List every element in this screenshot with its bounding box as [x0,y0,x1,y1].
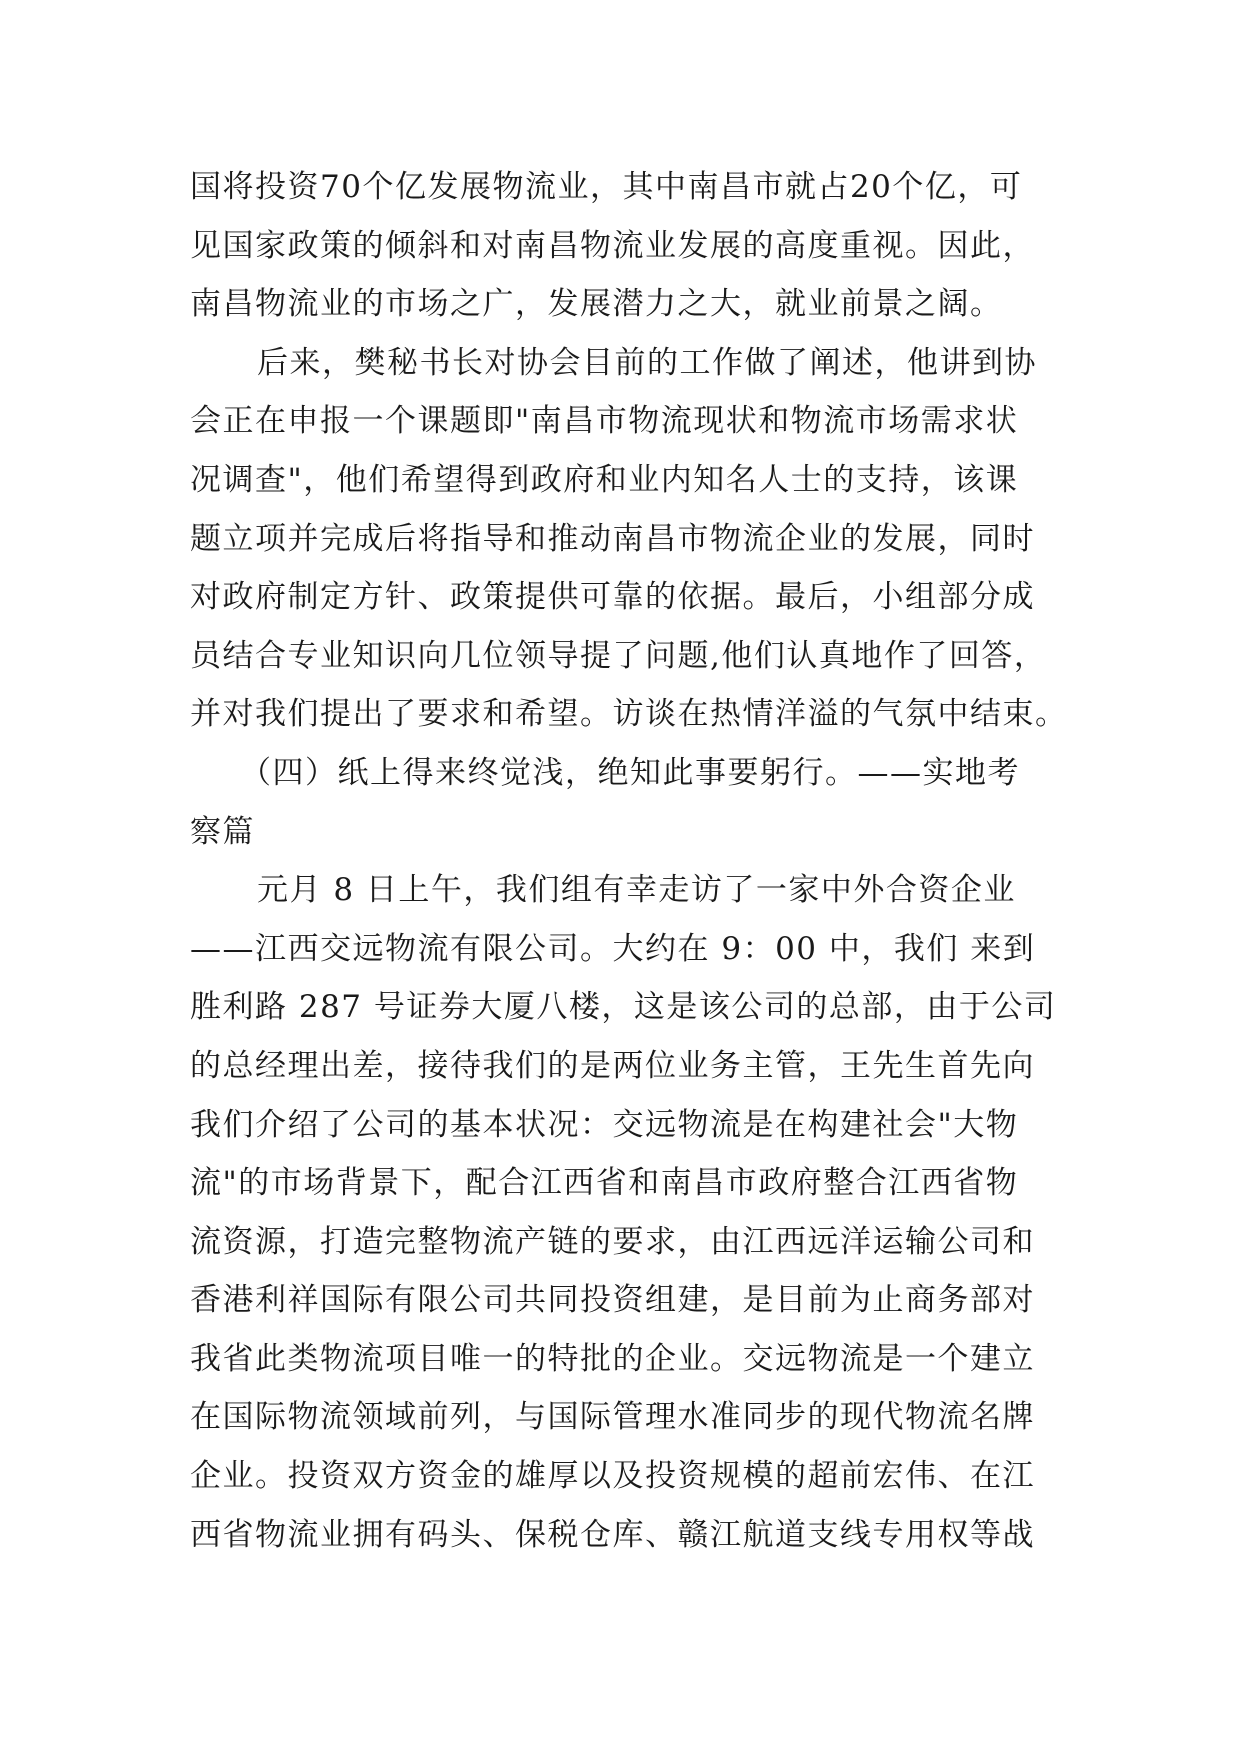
text-line: 我省此类物流项目唯一的特批的企业。交远物流是一个建立 [190,1340,1035,1377]
text-line: 我们介绍了公司的基本状况：交远物流是在构建社会"大物 [190,1106,1019,1143]
text-line: 会正在申报一个课题即"南昌市物流现状和物流市场需求状 [190,403,1019,440]
section-heading-continued: 察篇 [190,813,255,850]
text-line: 香港利祥国际有限公司共同投资组建，是目前为止商务部对 [190,1282,1035,1319]
section-heading: （四）纸上得来终觉浅，绝知此事要躬行。——实地考 [240,754,1020,791]
text-line: 况调查"，他们希望得到政府和业内知名人士的支持，该课 [190,461,1019,498]
text-line: 员结合专业知识向几位领导提了问题,他们认真地作了回答， [190,637,1047,674]
body-text [190,158,1070,1564]
text-line: ——江西交远物流有限公司。大约在 9：00 中，我们 来到 [190,930,1036,967]
text-line: 西省物流业拥有码头、保税仓库、赣江航道支线专用权等战 [190,1516,1035,1553]
text-line: 流"的市场背景下，配合江西省和南昌市政府整合江西省物 [190,1165,1019,1202]
paragraph-first-line: 后来，樊秘书长对协会目前的工作做了阐述，他讲到协 [257,344,1037,381]
text-line: 见国家政策的倾斜和对南昌物流业发展的高度重视。因此， [190,227,1035,264]
text-line: 对政府制定方针、政策提供可靠的依据。最后，小组部分成 [190,579,1035,616]
text-line: 题立项并完成后将指导和推动南昌市物流企业的发展，同时 [190,520,1035,557]
text-line: 在国际物流领域前列，与国际管理水准同步的现代物流名牌 [190,1399,1035,1436]
text-line: 流资源，打造完整物流产链的要求，由江西远洋运输公司和 [190,1223,1035,1260]
text-line: 企业。投资双方资金的雄厚以及投资规模的超前宏伟、在江 [190,1458,1035,1495]
text-line: 国将投资70个亿发展物流业，其中南昌市就占20个亿，可 [190,169,1023,205]
text-line: 胜利路 287 号证券大厦八楼，这是该公司的总部，由于公司 [190,989,1057,1026]
text-line: 的总经理出差，接待我们的是两位业务主管，王先生首先向 [190,1047,1035,1084]
paragraph-first-line: 元月 8 日上午，我们组有幸走访了一家中外合资企业 [257,872,1016,909]
text-line: 并对我们提出了要求和希望。访谈在热情洋溢的气氛中结束。 [190,696,1068,733]
text-line: 南昌物流业的市场之广，发展潜力之大，就业前景之阔。 [190,286,1003,323]
